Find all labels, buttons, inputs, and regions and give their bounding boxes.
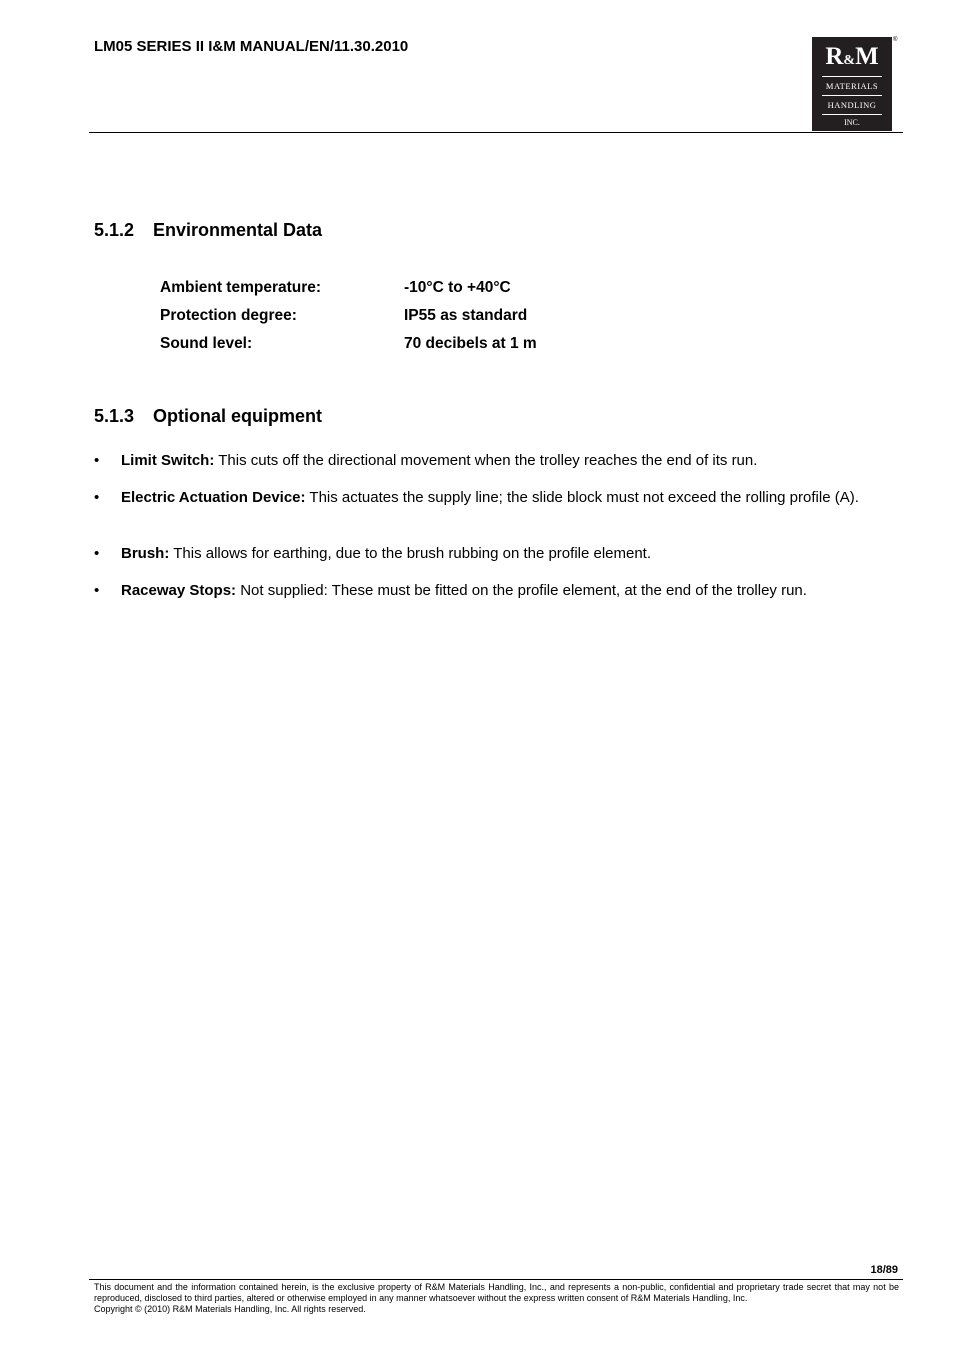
list-item bbox=[94, 451, 864, 470]
item-text: This allows for earthing, due to the brush rubbing on the profile element. bbox=[169, 545, 652, 562]
item-term: Limit Switch: bbox=[121, 452, 215, 469]
list-item bbox=[94, 581, 864, 600]
confidentiality-notice: This document and the information contained herein, is the exclusive property of R&M Materials Handling, Inc., and represents a non-public, confidential and proprietary trade secret that may not be reproduced, disclosed to third parties, altered or otherwise employed in any manner whatsoever without the express written consent of R&M Materials Handling, Inc. bbox=[94, 1282, 899, 1303]
header-divider bbox=[89, 132, 903, 133]
list-item bbox=[94, 544, 864, 563]
spec-value: 70 decibels at 1 m bbox=[404, 335, 537, 352]
logo-divider bbox=[822, 76, 882, 77]
document-header-title: LM05 SERIES II I&M MANUAL/EN/11.30.2010 bbox=[94, 38, 409, 55]
bullet-icon: • bbox=[94, 545, 100, 562]
item-term: Raceway Stops: bbox=[121, 582, 237, 599]
item-term: Brush: bbox=[121, 545, 170, 562]
spec-label: Sound level: bbox=[160, 335, 253, 352]
spec-row bbox=[160, 279, 511, 297]
logo-divider bbox=[822, 95, 882, 96]
item-text: Not supplied: These must be fitted on the profile element, at the end of the trolley run. bbox=[236, 582, 807, 599]
item-text: This cuts off the directional movement when the trolley reaches the end of its run. bbox=[214, 452, 758, 469]
spec-value: -10°C to +40°C bbox=[404, 279, 511, 296]
rm-logo bbox=[812, 37, 892, 131]
section-number: 5.1.3 bbox=[94, 406, 135, 426]
bullet-icon: • bbox=[94, 452, 100, 469]
logo-ampersand: & bbox=[843, 53, 856, 68]
spec-value: IP55 as standard bbox=[404, 307, 528, 324]
spec-label: Protection degree: bbox=[160, 307, 297, 324]
logo-materials: MATERIALS bbox=[825, 81, 879, 91]
registered-mark: ® bbox=[893, 37, 898, 43]
footer-divider bbox=[89, 1279, 903, 1280]
list-item bbox=[94, 488, 864, 507]
bullet-icon: • bbox=[94, 489, 100, 506]
spec-label: Ambient temperature: bbox=[160, 279, 322, 296]
section-heading-environmental-data bbox=[94, 220, 322, 241]
section-heading-optional-equipment bbox=[94, 406, 322, 427]
page-number: 18/89 bbox=[870, 1264, 898, 1276]
section-title: Optional equipment bbox=[153, 406, 322, 426]
item-term: Electric Actuation Device: bbox=[121, 489, 306, 506]
logo-inc: INC. bbox=[844, 118, 860, 127]
logo-letter-r: R bbox=[825, 43, 844, 70]
spec-row bbox=[160, 335, 537, 353]
section-number: 5.1.2 bbox=[94, 220, 135, 240]
logo-letter-m: M bbox=[855, 43, 879, 70]
copyright: Copyright © (2010) R&M Materials Handling, Inc. All rights reserved. bbox=[94, 1304, 366, 1314]
logo-handling: HANDLING bbox=[827, 100, 877, 110]
section-title: Environmental Data bbox=[153, 220, 323, 240]
logo-divider bbox=[822, 114, 882, 115]
spec-row bbox=[160, 307, 527, 325]
bullet-icon: • bbox=[94, 582, 100, 599]
footer-notice bbox=[94, 1282, 899, 1315]
item-text: This actuates the supply line; the slide block must not exceed the rolling profile (A). bbox=[305, 489, 859, 506]
